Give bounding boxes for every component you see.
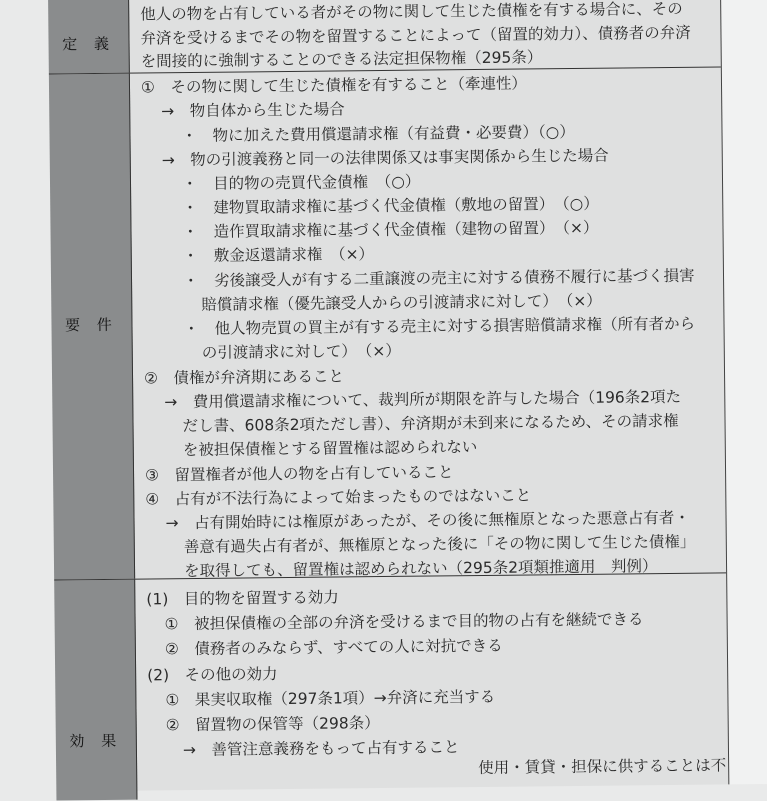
requirement-line: ・ 造作買取請求権に基づく代金債権（建物の留置） （×） bbox=[182, 218, 599, 242]
requirement-line: を被担保債権とする留置権は認められない bbox=[182, 438, 478, 460]
requirement-line: ④ 占有が不法行為によって始まったものではないこと bbox=[145, 486, 532, 509]
definition-line: 他人の物を占有している者がその物に関して生じた債権を有する場合に、その bbox=[140, 0, 683, 24]
requirement-line: ・ 建物買取請求権に基づく代金債権（敷地の留置） （○） bbox=[182, 194, 599, 218]
definition-line: を間接的に強制することのできる法定担保物権（295条） bbox=[140, 48, 543, 71]
requirement-line: だし書、608条2項ただし書）、弁済期が未到来になるため、その請求権 bbox=[182, 411, 679, 436]
requirement-line: ・ 敷金返還請求権 （×） bbox=[182, 245, 375, 266]
effect-line: (1) 目的物を留置する効力 bbox=[146, 588, 339, 609]
requirement-line: ・ 劣後譲受人が有する二重譲渡の売主に対する債務不履行に基づく損害 bbox=[182, 266, 695, 291]
effect-line: ② 債務者のみならず、すべての人に対抗できる bbox=[164, 636, 503, 659]
requirement-line: ・ 目的物の売買代金債権 （○） bbox=[181, 172, 421, 194]
effect-line: ① 被担保債権の全部の弁済を受けるまで目的物の占有を継続できる bbox=[164, 610, 644, 634]
effect-line: ① 果実収取権（297条1項）→弁済に充当する bbox=[165, 687, 496, 710]
definition-line: 弁済を受けるまでその物を留置することによって（留置的効力）、債務者の弁済 bbox=[140, 23, 691, 48]
requirement-line: ② 債権が弁済期にあること bbox=[143, 367, 345, 388]
effect-line: → 善管注意義務をもって占有すること bbox=[182, 738, 460, 760]
requirement-line: → 物の引渡義務と同一の法律関係又は事実関係から生じた場合 bbox=[161, 146, 609, 170]
requirement-line: → 占有開始時には権原があったが、その後に無権原となった悪意占有者・ bbox=[165, 508, 690, 533]
requirement-line: ・ 他人物売買の買主が有する売主に対する損害賠償請求権（所有者から bbox=[183, 314, 696, 339]
label-cell-definition bbox=[48, 0, 130, 73]
label-definition: 定 義 bbox=[62, 34, 116, 54]
requirement-line: ・ 物に加えた費用償還請求権（有益費・必要費）（○） bbox=[181, 122, 575, 146]
label-cell-requirements bbox=[49, 74, 135, 580]
requirement-line: → 費用償還請求権について、裁判所が期限を許与した場合（196条2項た bbox=[164, 387, 682, 412]
requirement-line: ③ 留置権者が他人の物を占有していること bbox=[144, 463, 454, 485]
effect-line: ② 留置物の保管等（298条） bbox=[165, 714, 380, 735]
label-cell-effects bbox=[54, 580, 137, 801]
effect-line-partial: 使用・賃貸・担保に供することは不 bbox=[478, 756, 727, 778]
label-effects: 効 果 bbox=[69, 731, 123, 751]
requirement-line: 善意有過失占有者が、無権原となった後に「その物に関して生じた債権」 bbox=[183, 532, 696, 557]
requirement-line: を取得しても、留置権は認められない（295条2項類推適用 判例） bbox=[183, 557, 658, 581]
label-requirements: 要 件 bbox=[65, 315, 118, 335]
requirement-line: 賠償請求権（優先譲受人からの引渡請求に対して） （×） bbox=[201, 291, 602, 314]
requirement-line: ① その物に関して生じた債権を有すること（牽連性） bbox=[140, 74, 527, 97]
effect-line: (2) その他の効力 bbox=[147, 665, 278, 685]
requirement-line: の引渡請求に対して） （×） bbox=[201, 341, 401, 362]
requirement-line: → 物自体から生じた場合 bbox=[161, 100, 345, 121]
